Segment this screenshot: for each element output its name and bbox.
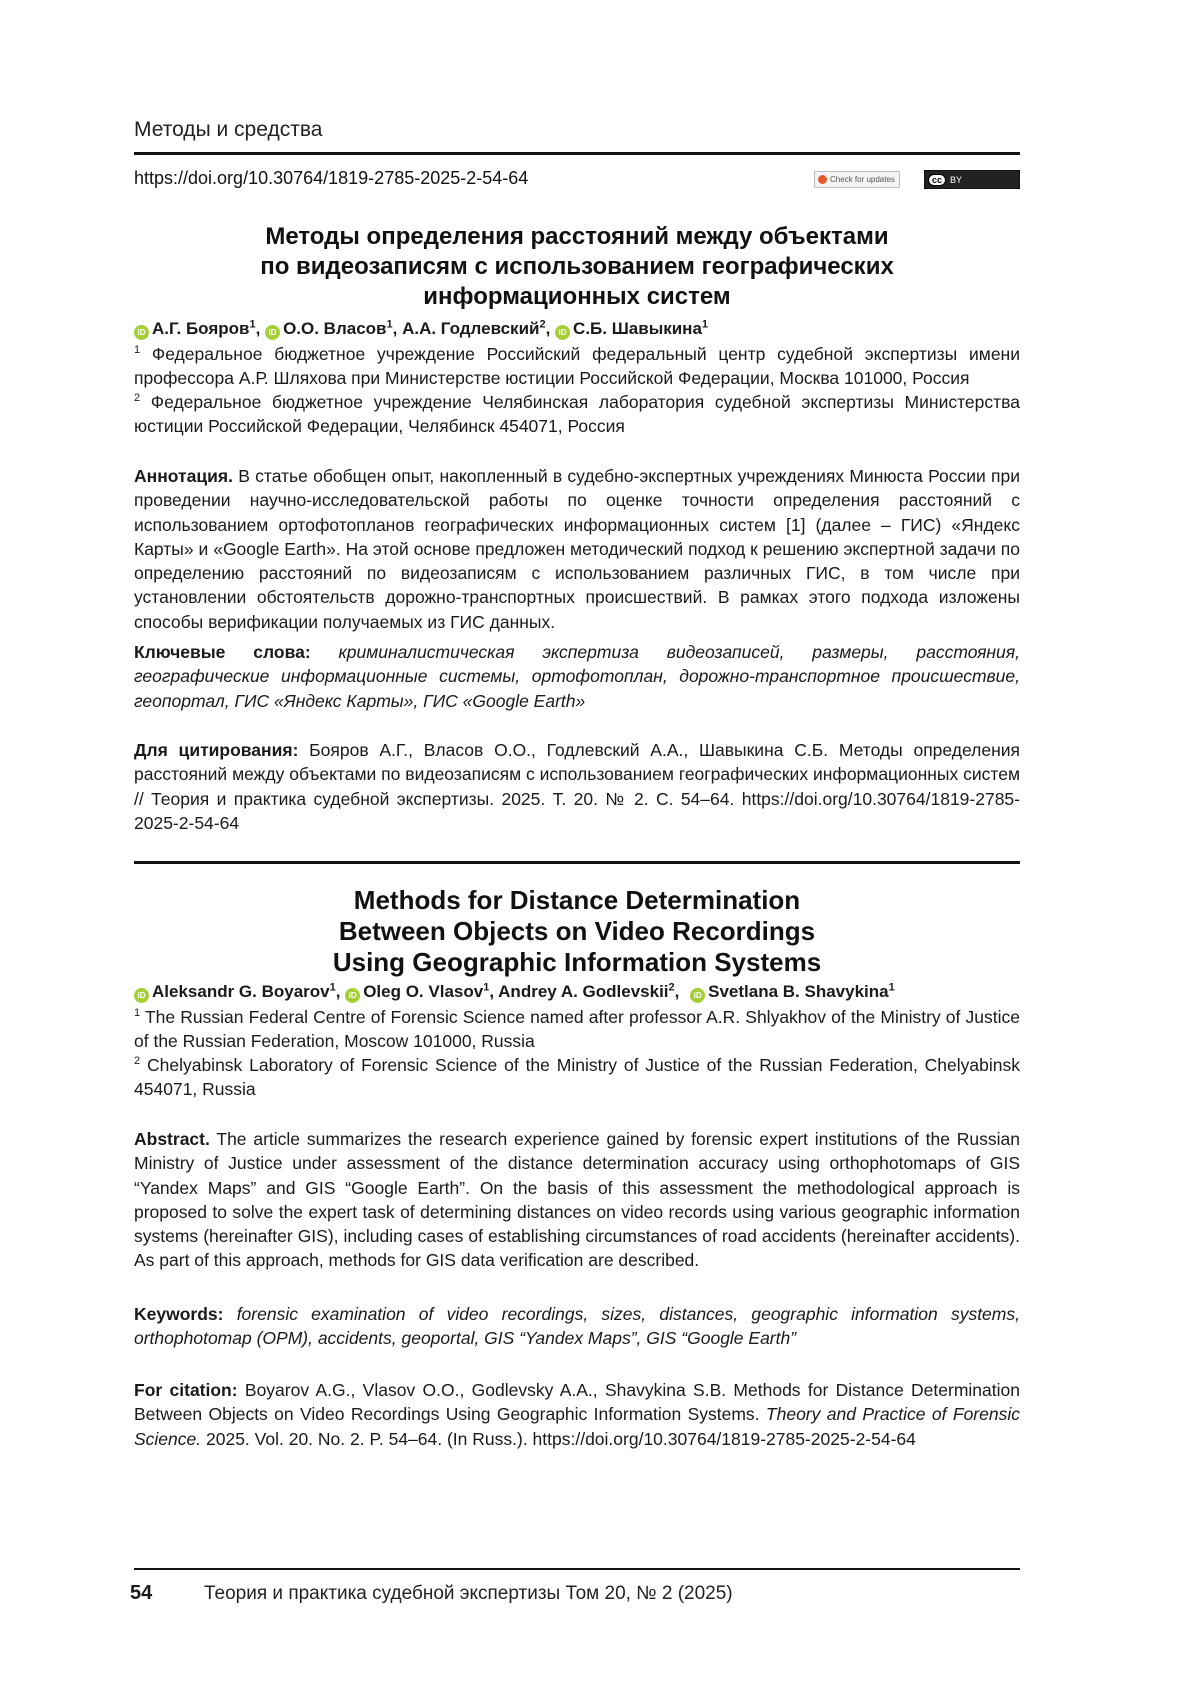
keywords-text: forensic examination of video recordings, sizes, distances, geographic information systems, orthophotomap (OPM), accidents, geoportal, GIS “Yandex Maps”, GIS “Google Earth” — [134, 1304, 1020, 1349]
affiliation-text: Федеральное бюджетное учреждение Челябинская лаборатория судебной экспертизы Министерства юстиции Российской Федерации, Челябинск 454071, Россия — [134, 392, 1020, 436]
author-separator: , — [255, 319, 266, 338]
abstract-text: The article summarizes the research experience gained by forensic expert institutions of the Russian Ministry of Justice under assessment of the distance determination accuracy using orthophotomaps of GIS “Yandex Maps” and GIS “Google Earth”. On the basis of this assessment the methodological approach is proposed to solve the expert task of determining distances on video records using various geographic information systems (hereinafter GIS), including cases of establishing circumstances of road accidents (hereinafter accidents). As part of this approach, methods for GIS data verification are described. — [134, 1129, 1020, 1271]
abstract-text: В статье обобщен опыт, накопленный в судебно-экспертных учреждениях Минюста России при проведении научно-исследовательской работы по оценке точности определения расстояний с использованием ортофотопланов географических информационных систем [1] (далее – ГИС) «Яндекс Карты» и «Google Earth». На этой основе предложен методический подход к решению экспертной задачи по определению расстояний по видеозаписям с использованием различных ГИС, в том числе при установлении обстоятельств дорожно-транспортных происшествий. В рамках этого подхода изложены способы верификации получаемых из ГИС данных. — [134, 466, 1020, 632]
check-for-updates-label: Check for updates — [830, 175, 895, 184]
orcid-icon[interactable]: iD — [265, 325, 280, 340]
keywords-ru — [134, 640, 1020, 713]
journal-info: Теория и практика судебной экспертизы Том 20, № 2 (2025) — [204, 1583, 733, 1604]
title-line: Methods for Distance Determination — [353, 885, 801, 915]
author-name[interactable]: А.Г. Бояров — [152, 319, 250, 338]
check-for-updates-badge[interactable] — [814, 171, 900, 188]
affiliation-marker: 1 — [329, 981, 336, 994]
citation-journal: Theory and Practice of Forensic Science. — [134, 1404, 1020, 1449]
affiliation-marker: 1 — [249, 318, 256, 331]
page-number: 54 — [130, 1582, 153, 1604]
section-divider — [134, 861, 1020, 864]
affiliations-ru — [134, 342, 1020, 438]
author-name[interactable]: Svetlana B. Shavykina — [708, 982, 889, 1001]
keywords-text: криминалистическая экспертиза видеозаписей, размеры, расстояния, географические информационные системы, ортофотоплан, дорожно-транспортное происшествие, геопортал, ГИС «Яндекс Карты», ГИС «Google Earth» — [134, 642, 1020, 711]
author-name[interactable]: С.Б. Шавыкина — [573, 319, 702, 338]
article-title-en — [134, 885, 1020, 978]
affiliation-text: Chelyabinsk Laboratory of Forensic Science of the Ministry of Justice of the Russian Federation, Chelyabinsk 454071, Russia — [134, 1055, 1020, 1099]
title-line: информационных систем — [423, 283, 731, 310]
affiliation-marker: 1 — [134, 1007, 141, 1020]
orcid-icon[interactable]: iD — [555, 325, 570, 340]
title-line: Using Geographic Information Systems — [332, 947, 822, 977]
author-separator: , — [489, 982, 499, 1001]
authors-ru — [134, 318, 1020, 340]
article-title-ru — [134, 222, 1020, 312]
author-name: Andrey A. Godlevskii — [498, 982, 669, 1001]
doi-link[interactable]: https://doi.org/10.30764/1819-2785-2025-2-54-64 — [134, 168, 529, 188]
citation-text: Бояров А.Г., Власов О.О., Годлевский А.А., Шавыкина С.Б. Методы определения расстояний между объектами по видеозаписям с использованием географических информационных систем // Теория и практика судебной экспертизы. 2025. Т. 20. № 2. С. 54–64. https://doi.org/10.30764/1819-2785-2025-2-54-64 — [134, 740, 1020, 833]
affiliation — [134, 1053, 1020, 1101]
author-separator: , — [335, 982, 346, 1001]
affiliation-marker: 1 — [888, 981, 895, 994]
footer-divider — [134, 1568, 1020, 1570]
title-line: Between Objects on Video Recordings — [338, 916, 816, 946]
title-line: Методы определения расстояний между объектами — [265, 223, 889, 250]
author-name[interactable]: Aleksandr G. Boyarov — [152, 982, 330, 1001]
affiliation-marker: 2 — [134, 1055, 141, 1068]
author-name[interactable]: Oleg O. Vlasov — [363, 982, 484, 1001]
title-line: по видеозаписям с использованием географических — [260, 253, 894, 280]
abstract-en — [134, 1127, 1020, 1273]
affiliation — [134, 342, 1020, 390]
section-label: Методы и средства — [134, 118, 323, 141]
author-separator: , — [674, 982, 685, 1001]
crossmark-icon — [818, 175, 827, 184]
affiliation — [134, 390, 1020, 438]
author-separator: , — [545, 319, 556, 338]
orcid-icon[interactable]: iD — [345, 988, 360, 1003]
doi-row — [134, 166, 1020, 192]
author-name[interactable]: О.О. Власов — [283, 319, 387, 338]
affiliations-en — [134, 1005, 1020, 1101]
abstract-ru — [134, 464, 1020, 634]
by-label: BY — [950, 174, 963, 185]
affiliation-marker: 2 — [134, 392, 141, 405]
orcid-icon[interactable]: iD — [134, 325, 149, 340]
affiliation — [134, 1005, 1020, 1053]
abstract-label: Abstract. — [134, 1129, 210, 1149]
affiliation-text: The Russian Federal Centre of Forensic Science named after professor A.R. Shlyakhov of the Ministry of Justice of the Russian Federation, Moscow 101000, Russia — [134, 1007, 1020, 1051]
citation-text: Boyarov A.G., Vlasov O.O., Godlevsky A.A., Shavykina S.B. Methods for Distance Determination Between Objects on Video Recordings Using Geographic Information Systems. — [134, 1380, 1020, 1425]
keywords-en — [134, 1302, 1020, 1351]
orcid-icon[interactable]: iD — [690, 988, 705, 1003]
author-name: А.А. Годлевский — [402, 319, 540, 338]
citation-en — [134, 1378, 1020, 1451]
citation-label: Для цитирования: — [134, 740, 299, 760]
cc-by-license-badge[interactable] — [924, 170, 1020, 189]
affiliation-marker: 2 — [668, 981, 675, 994]
cc-icon: cc — [928, 174, 946, 186]
orcid-icon[interactable]: iD — [134, 988, 149, 1003]
affiliation-marker: 1 — [134, 344, 141, 357]
citation-label: For citation: — [134, 1380, 238, 1400]
affiliation-marker: 1 — [483, 981, 490, 994]
affiliation-marker: 2 — [539, 318, 546, 331]
keywords-label: Keywords: — [134, 1304, 224, 1324]
affiliation-text: Федеральное бюджетное учреждение Российский федеральный центр судебной экспертизы имени профессора А.Р. Шляхова при Министерстве юстиции Российской Федерации, Москва 101000, Россия — [134, 344, 1020, 388]
author-separator: , — [392, 319, 403, 338]
abstract-label: Аннотация. — [134, 466, 233, 486]
authors-en — [134, 981, 1020, 1003]
citation-ru — [134, 738, 1020, 835]
affiliation-marker: 1 — [701, 318, 709, 331]
citation-text-tail: 2025. Vol. 20. No. 2. P. 54–64. (In Russ.). https://doi.org/10.30764/1819-2785-2025-2-54-64 — [206, 1428, 916, 1449]
affiliation-marker: 1 — [386, 318, 393, 331]
header-divider — [134, 152, 1020, 155]
keywords-label: Ключевые слова: — [134, 642, 311, 662]
